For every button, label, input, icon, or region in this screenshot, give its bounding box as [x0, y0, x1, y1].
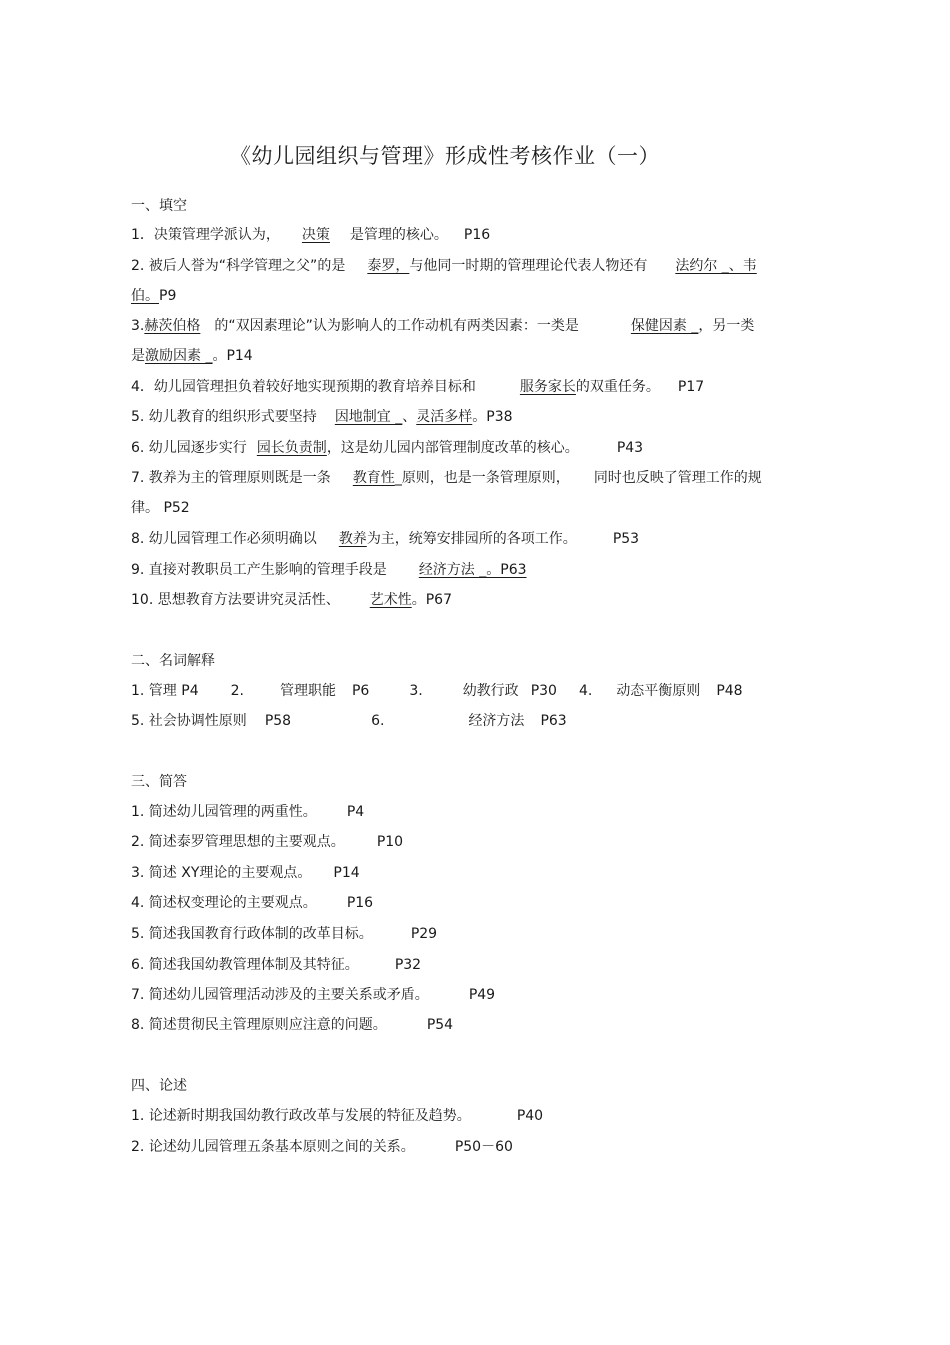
question-text: 2. 简述泰罗管理思想的主要观点。 [131, 834, 345, 850]
page-ref: P48 [716, 683, 743, 699]
page-ref: P17 [677, 379, 705, 395]
question-8 [131, 529, 639, 549]
page-ref: P9 [159, 288, 177, 304]
question-5 [131, 407, 513, 427]
terms-row-2 [131, 711, 567, 731]
question-text: 7. 简述幼儿园管理活动涉及的主要关系或矛盾。 [131, 987, 429, 1003]
answer-blank: 教育性 [352, 470, 395, 486]
answer-blank: 园长负责制 [256, 440, 327, 456]
answer-blank: 艺术性 [369, 592, 412, 608]
answer-blank: 服务家长 [519, 379, 576, 395]
essay-item [131, 1137, 513, 1157]
question-text: 6. 幼儿园逐步实行 [131, 440, 247, 456]
page-ref: P14 [333, 865, 360, 881]
page-ref: P32 [394, 957, 422, 973]
question-text: ，另一类 [698, 318, 755, 334]
answer-blank: 赫茨伯格 [144, 318, 201, 334]
question-6 [131, 438, 643, 458]
question-text: 与他同一时期的管理理论代表人物还有 [409, 258, 648, 274]
question-text: 4. 简述权变理论的主要观点。 [131, 895, 317, 911]
question-text: 2. 论述幼儿园管理五条基本原则之间的关系。 [131, 1139, 415, 1155]
answer-blank: 保健因素 _ [630, 318, 699, 334]
question-10 [131, 590, 452, 610]
question-text: 律。 P52 [131, 500, 190, 516]
page-ref: P16 [463, 227, 491, 243]
term-item: 3. [409, 683, 423, 699]
question-4 [131, 377, 704, 397]
page-ref: P29 [410, 926, 438, 942]
question-text: ，这是幼儿园内部管理制度改革的核心。 [326, 440, 579, 456]
page-ref: P50－60 [454, 1139, 513, 1155]
term-item: 6. [371, 713, 385, 729]
term-item: 5. 社会协调性原则 [131, 713, 247, 729]
term-item: 幼教行政 [462, 683, 519, 699]
page-ref: P43 [616, 440, 644, 456]
short-answer-item [131, 955, 421, 975]
question-text: 7. 教养为主的管理原则既是一条 [131, 470, 331, 486]
term-item: 2. [230, 683, 244, 699]
question-text: 是管理的核心。 [349, 227, 448, 243]
short-answer-item [131, 985, 495, 1005]
short-answer-item [131, 863, 360, 883]
question-text: 同时也反映了管理工作的规 [593, 470, 762, 486]
short-answer-item [131, 924, 437, 944]
answer-blank: 伯。 [131, 288, 159, 304]
question-text: 的双重任务。 [575, 379, 660, 395]
question-1 [131, 225, 490, 245]
page-ref: P30 [530, 683, 557, 699]
section-heading-terms: 二、名词解释 [131, 653, 215, 669]
page-ref: P53 [612, 531, 640, 547]
answer-blank: 因地制宜 _ [334, 409, 403, 425]
question-text: 10. 思想教育方法要讲究灵活性、 [131, 592, 340, 608]
page-ref: P16 [346, 895, 374, 911]
question-text: 3. [131, 318, 145, 334]
term-item: 管理职能 [279, 683, 336, 699]
term-item: 1. 管理 P4 [131, 683, 199, 699]
question-text: 9. 直接对教职员工产生影响的管理手段是 [131, 562, 387, 578]
answer-blank: 决策 [301, 227, 330, 243]
short-answer-item [131, 802, 364, 822]
question-7-cont [131, 498, 190, 518]
section-heading-fill-in: 一、填空 [131, 198, 187, 214]
answer-blank: 激励因素 _ [145, 348, 213, 364]
short-answer-item [131, 893, 373, 913]
terms-row-1 [131, 681, 743, 701]
question-text: 3. 简述 XY理论的主要观点。 [131, 865, 312, 881]
question-9 [131, 560, 527, 580]
question-text: 8. 幼儿园管理工作必须明确以 [131, 531, 317, 547]
question-3 [131, 316, 754, 336]
question-text: 6. 简述我国幼教管理体制及其特征。 [131, 957, 359, 973]
question-2-cont [131, 286, 176, 306]
answer-blank: 泰罗， [367, 258, 410, 274]
page-ref: P58 [264, 713, 292, 729]
section-heading-short-answer: 三、简答 [131, 774, 187, 790]
page-ref: 。P14 [212, 348, 253, 364]
question-2 [131, 256, 757, 276]
page-title: 《幼儿园组织与管理》形成性考核作业（一） [230, 144, 660, 168]
answer-blank: 灵活多样 [416, 409, 473, 425]
short-answer-item [131, 1015, 453, 1035]
page-ref: P10 [376, 834, 404, 850]
answer-blank: 法约尔 _、韦 [675, 258, 757, 274]
short-answer-item [131, 832, 403, 852]
term-item: 经济方法 [468, 713, 525, 729]
question-text: 8. 简述贯彻民主管理原则应注意的问题。 [131, 1017, 387, 1033]
page-ref: 。P67 [411, 592, 452, 608]
question-text: 为主，统筹安排园所的各项工作。 [366, 531, 577, 547]
question-text: 的“双因素理论”认为影响人的工作动机有两类因素：一类是 [214, 318, 579, 334]
page-ref: 。P38 [472, 409, 513, 425]
question-text: 4．幼儿园管理担负着较好地实现预期的教育培养目标和 [131, 379, 476, 395]
page-ref: P49 [468, 987, 496, 1003]
page-ref: P4 [346, 804, 365, 820]
essay-item [131, 1106, 543, 1126]
answer-blank: 教养 [338, 531, 367, 547]
question-text: 5. 简述我国教育行政体制的改革目标。 [131, 926, 373, 942]
question-3-cont [131, 346, 253, 366]
section-heading-essay: 四、论述 [131, 1078, 187, 1094]
question-7 [131, 468, 762, 488]
question-text: 1. 论述新时期我国幼教行政改革与发展的特征及趋势。 [131, 1108, 471, 1124]
question-text: 是 [131, 348, 145, 364]
page-ref: P63 [540, 713, 567, 729]
page-ref: P6 [351, 683, 370, 699]
page-ref: P40 [516, 1108, 544, 1124]
page-ref: P54 [426, 1017, 454, 1033]
question-text: 2. 被后人誉为“科学管理之父”的是 [131, 258, 346, 274]
answer-blank: 经济方法 _。P63 [418, 562, 527, 578]
question-text: 5. 幼儿教育的组织形式要坚持 [131, 409, 317, 425]
question-text: 、 [402, 409, 417, 425]
term-item: 动态平衡原则 [616, 683, 701, 699]
question-text: _原则，也是一条管理原则， [394, 470, 570, 486]
question-text: 1. 简述幼儿园管理的两重性。 [131, 804, 317, 820]
question-text: 1．决策管理学派认为， [131, 227, 280, 243]
term-item: 4. [578, 683, 593, 699]
